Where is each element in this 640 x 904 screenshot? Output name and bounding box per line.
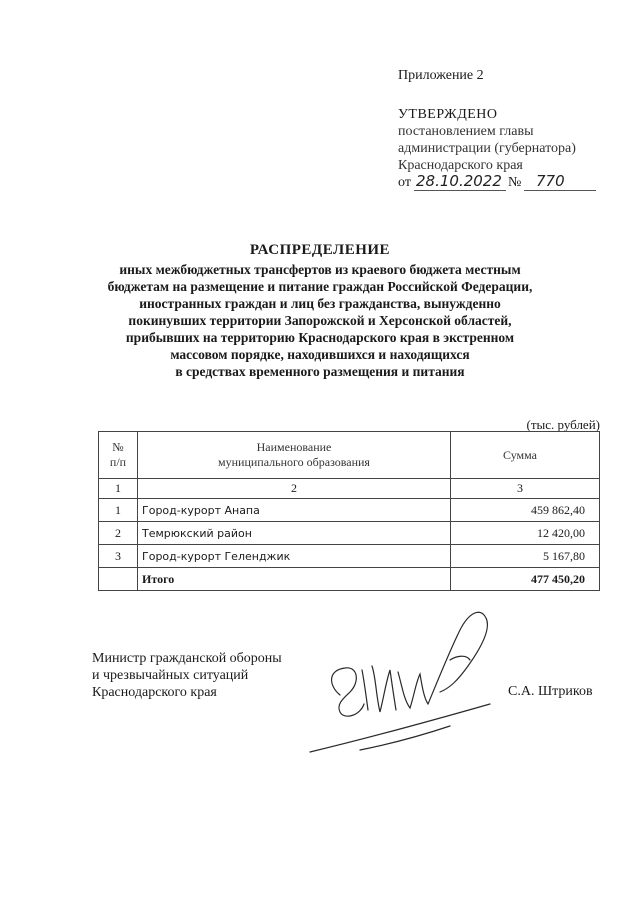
title-line: прибывших на территорию Краснодарского края в экстренном bbox=[125, 330, 515, 345]
total-empty-cell bbox=[99, 568, 138, 591]
table-row bbox=[99, 545, 600, 568]
document-title bbox=[90, 242, 550, 380]
approved-line: постановлением главы bbox=[398, 124, 534, 139]
header-number bbox=[99, 432, 138, 479]
header-name-line: Наименование bbox=[256, 440, 332, 454]
column-number: 3 bbox=[451, 479, 600, 499]
signer-name: С.А. Штриков bbox=[508, 684, 593, 699]
column-number-row bbox=[99, 479, 600, 499]
header-number-line: № bbox=[112, 440, 124, 454]
number-sign: № bbox=[508, 175, 522, 190]
row-number: 1 bbox=[99, 499, 138, 522]
row-sum: 12 420,00 bbox=[451, 522, 600, 545]
approved-line: администрации (губернатора) bbox=[398, 141, 576, 156]
municipality-name: Город-курорт Анапа bbox=[138, 499, 451, 522]
decree-date-line bbox=[398, 174, 598, 194]
signatory-position bbox=[92, 650, 282, 701]
total-sum: 477 450,20 bbox=[451, 568, 600, 591]
row-number: 3 bbox=[99, 545, 138, 568]
header-name-line: муниципального образования bbox=[218, 455, 370, 469]
column-number: 2 bbox=[138, 479, 451, 499]
header-number-line: п/п bbox=[109, 455, 127, 469]
table-header-row bbox=[99, 432, 600, 479]
date-prefix: от bbox=[398, 175, 411, 190]
title-line: бюджетам на размещение и питание граждан Российской Федерации, bbox=[107, 279, 533, 294]
municipality-name: Город-курорт Геленджик bbox=[138, 545, 451, 568]
handwritten-number: 770 bbox=[536, 172, 565, 190]
table-row bbox=[99, 522, 600, 545]
row-sum: 459 862,40 bbox=[451, 499, 600, 522]
appendix-label: Приложение 2 bbox=[398, 68, 484, 83]
title-line: покинувших территории Запорожской и Херсонской областей, bbox=[128, 313, 512, 328]
number-underline bbox=[524, 190, 596, 191]
municipality-name: Темрюкский район bbox=[138, 522, 451, 545]
handwritten-signature bbox=[300, 600, 530, 770]
title-line: массовом порядке, находившихся и находящихся bbox=[170, 347, 470, 362]
column-number: 1 bbox=[99, 479, 138, 499]
unit-label: (тыс. рублей) bbox=[526, 417, 600, 432]
date-underline bbox=[414, 190, 506, 191]
approval-stamp bbox=[398, 106, 598, 194]
table-row bbox=[99, 499, 600, 522]
position-line: Краснодарского края bbox=[92, 685, 217, 700]
title-line: иностранных граждан и лиц без гражданства, вынужденно bbox=[139, 296, 501, 311]
total-row bbox=[99, 568, 600, 591]
total-label: Итого bbox=[138, 568, 451, 591]
title-line: в средствах временного размещения и питания bbox=[175, 364, 465, 379]
header-sum: Сумма bbox=[451, 432, 600, 479]
handwritten-date: 28.10.2022 bbox=[416, 172, 502, 190]
position-line: и чрезвычайных ситуаций bbox=[92, 668, 249, 683]
header-name bbox=[138, 432, 451, 479]
row-number: 2 bbox=[99, 522, 138, 545]
title-line: иных межбюджетных трансфертов из краевого бюджета местным bbox=[119, 262, 521, 277]
approved-line: Краснодарского края bbox=[398, 158, 523, 173]
distribution-table bbox=[98, 431, 600, 591]
approved-heading: УТВЕРЖДЕНО bbox=[398, 107, 498, 122]
position-line: Министр гражданской обороны bbox=[92, 651, 282, 666]
row-sum: 5 167,80 bbox=[451, 545, 600, 568]
title-heading: РАСПРЕДЕЛЕНИЕ bbox=[249, 242, 391, 258]
